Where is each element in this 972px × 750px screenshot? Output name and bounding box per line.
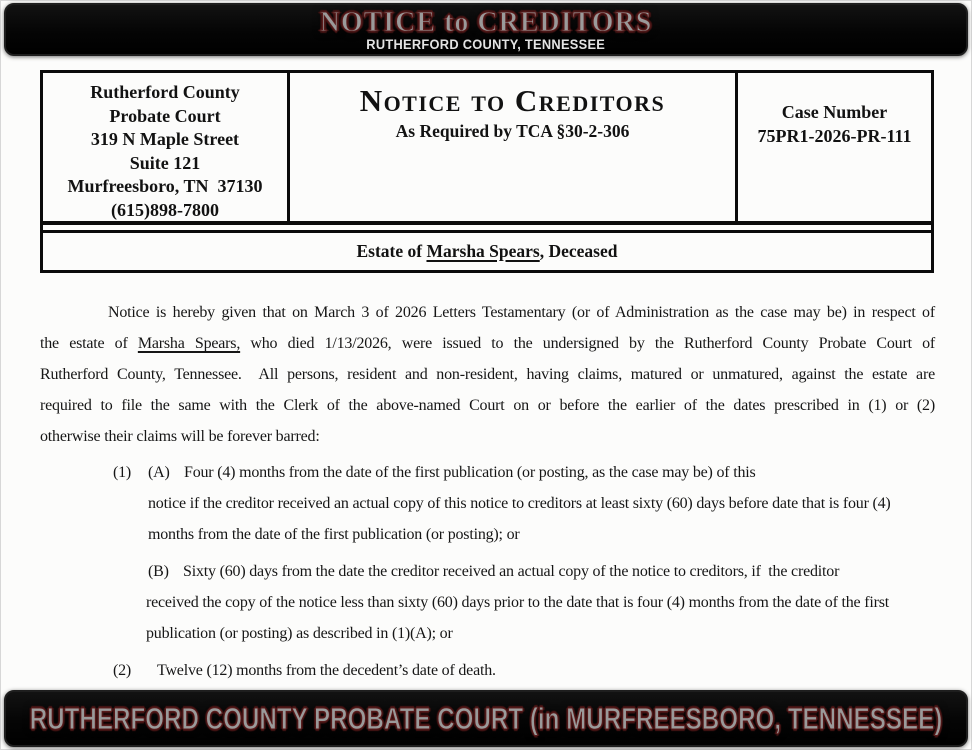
list-item-1b-line: received the copy of the notice less than sixty (60) days prior to the date that is four (4) months from the date of the first (146, 594, 890, 611)
form-title-subtitle: As Required by TCA §30-2-306 (395, 121, 630, 141)
estate-decedent-name: Marsha Spears (426, 241, 540, 261)
bottom-banner (4, 690, 968, 747)
list-item-1b-line: publication (or posting) as described in (1)(A); or (146, 625, 453, 642)
list-item-text: Four (4) months from the date of the first publication (or posting, as the case may be) of this (184, 464, 756, 481)
case-number-value: 75PR1-2026-PR-111 (757, 126, 912, 146)
bottom-banner-title: RUTHERFORD COUNTY PROBATE COURT (in MURFREESBORO, TENNESSEE) (29, 700, 943, 736)
list-item-text: Sixty (60) days from the date the creditor received an actual copy of the notice to creditors, if the creditor (183, 563, 840, 580)
court-address-line: Suite 121 (129, 152, 201, 173)
list-item-2-line (40, 655, 935, 686)
paragraph-text: who died 1/13/2026, were issued to the undersigned by the Rutherford County Probate Court of (240, 335, 936, 352)
top-banner-title: NOTICE to CREDITORS (319, 6, 653, 38)
court-address-line: 319 N Maple Street (90, 129, 240, 149)
form-title-cell (290, 73, 738, 221)
list-marker-1: (1) (113, 464, 132, 481)
paragraph-line: required to file the same with the Clerk of the above-named Court on or before the earlier of the dates prescribed in (1) or (2) (40, 397, 935, 414)
court-address-line: (615)898-7800 (111, 199, 219, 220)
list-marker-2: (2) (113, 662, 132, 679)
estate-suffix: , Deceased (539, 241, 618, 261)
decedent-name-inline: Marsha Spears, (137, 335, 241, 352)
list-item-1a-line (40, 457, 935, 488)
estate-label: Estate of (356, 241, 427, 261)
list-marker-a: (A) (148, 464, 170, 481)
list-marker-b: (B) (148, 563, 169, 580)
paragraph-line: otherwise their claims will be forever barred: (40, 428, 320, 445)
notice-body (40, 297, 935, 686)
list-item-1a-line: notice if the creditor received an actual copy of this notice to creditors at least sixty (60) days before date that is four (4) (148, 495, 891, 512)
court-address-line: Rutherford County (90, 82, 240, 102)
court-address-line: Murfreesboro, TN 37130 (67, 176, 263, 196)
top-banner (4, 3, 968, 56)
form-title: Notice to Creditors (359, 83, 666, 118)
deadline-list (40, 457, 935, 686)
list-item-1a-line: months from the date of the first publication (or posting); or (148, 526, 520, 543)
paragraph-line: Notice is hereby given that on March 3 of 2026 Letters Testamentary (or of Administration as the case may be) in respect of (108, 304, 935, 321)
paragraph-text: the estate of (40, 335, 138, 352)
probate-form-table (40, 70, 934, 273)
case-number-cell (738, 73, 931, 221)
court-address-line: Probate Court (109, 105, 221, 126)
list-item-1b-line (40, 556, 935, 587)
list-item-text: Twelve (12) months from the decedent’s date of death. (157, 662, 496, 679)
paragraph-line: Rutherford County, Tennessee. All persons, resident and non-resident, having claims, matured or unmatured, against the estate are (40, 366, 935, 383)
paragraph-line (40, 328, 935, 359)
estate-row (43, 230, 931, 270)
form-header-row (43, 73, 931, 225)
court-address-cell (43, 73, 290, 221)
top-banner-subtitle: RUTHERFORD COUNTY, TENNESSEE (366, 36, 606, 52)
case-number-label: Case Number (781, 102, 888, 122)
